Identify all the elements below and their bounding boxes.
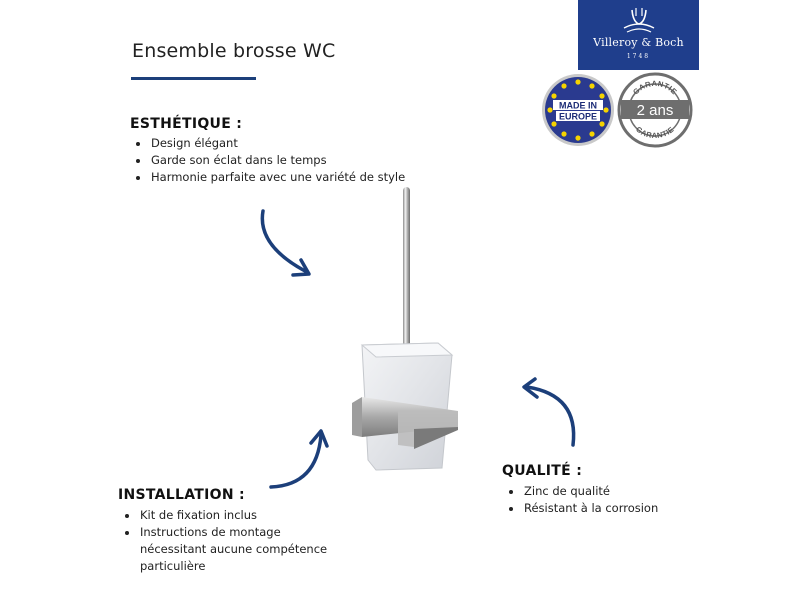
qualite-heading: QUALITÉ : (502, 463, 583, 479)
toilet-brush-set-image (340, 185, 480, 475)
qualite-list (508, 483, 658, 517)
garantie-center-text: 2 ans (636, 102, 674, 119)
list-item: • Garde son éclat dans le temps (150, 152, 405, 169)
list-item: • Résistant à la corrosion (523, 500, 658, 517)
installation-heading: INSTALLATION : (118, 487, 245, 503)
list-item: • Design élégant (150, 135, 405, 152)
list-item: • Harmonie parfaite avec une variété de style (150, 169, 405, 186)
list-item: • Zinc de qualité (523, 483, 658, 500)
esthetique-heading: ESTHÉTIQUE : (130, 116, 243, 132)
page-title: Ensemble brosse WC (132, 40, 336, 62)
esthetique-list (135, 135, 405, 186)
arrow-installation-icon (265, 425, 335, 495)
made-in-text: MADE IN (559, 100, 597, 111)
arrow-esthetique-icon (255, 205, 325, 285)
europe-text: EUROPE (558, 111, 598, 122)
garantie-ring-bottom: GARANTIE (634, 124, 676, 141)
brand-year: 1748 (626, 53, 651, 60)
list-item: • Instructions de montage nécessitant aucune compétence particulière (139, 524, 339, 575)
made-in-europe-badge (541, 73, 615, 147)
list-item: • Kit de fixation inclus (139, 507, 339, 524)
title-underline (131, 77, 256, 80)
crest-icon (622, 6, 656, 36)
garantie-2-ans-badge (617, 72, 693, 148)
installation-list (124, 507, 339, 575)
garantie-ring-top: GARANTIE (631, 78, 679, 97)
brand-name: Villeroy & Boch (593, 36, 684, 49)
villeroy-boch-logo (578, 0, 699, 70)
arrow-qualite-icon (515, 375, 585, 450)
